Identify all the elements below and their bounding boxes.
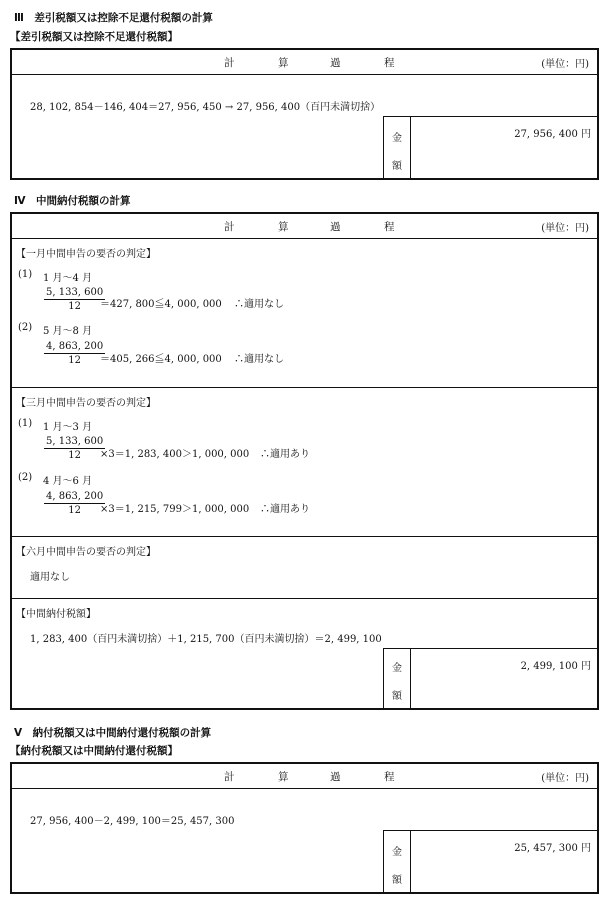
one-month-item-2-period: 5 月～8 月	[43, 326, 93, 337]
fraction-denominator: 12	[68, 450, 81, 461]
three-month-item-2-expr: ×3＝1, 215, 799＞1, 000, 000	[100, 504, 250, 515]
amount-label-1: 金	[392, 847, 402, 858]
three-month-item-1-result: ∴適用あり	[260, 449, 310, 460]
one-month-item-2-expr: ＝405, 266≦4, 000, 000	[100, 354, 222, 365]
divider	[12, 536, 597, 537]
three-month-item-1-fraction	[44, 435, 105, 462]
fraction-denominator: 12	[68, 301, 81, 312]
interim-calc: 1, 283, 400（百円未満切捨）＋1, 215, 700（百円未満切捨）＝2, 499, 100	[30, 634, 382, 645]
amount-label	[384, 649, 411, 708]
one-month-item-1-no: (1)	[18, 269, 33, 280]
amount-label	[384, 831, 411, 892]
amount-value: 27, 956, 400 円	[514, 129, 591, 140]
interim-title: 【中間納付税額】	[16, 609, 96, 620]
three-month-item-1-period: 1 月～3 月	[43, 422, 93, 433]
section-4-heading: Ⅳ 中間納付税額の計算	[14, 195, 131, 207]
three-month-item-2-result: ∴適用あり	[260, 504, 310, 515]
amount-label	[384, 117, 411, 178]
amount-cell	[383, 648, 597, 708]
calc-line: 28, 102, 854－146, 404＝27, 956, 450 → 27, 956, 400（百円未満切捨）	[30, 102, 381, 113]
six-month-text: 適用なし	[30, 572, 70, 583]
header-col-2: 算	[278, 771, 289, 783]
amount-value: 2, 499, 100 円	[520, 661, 591, 672]
calc-header	[12, 214, 597, 239]
header-col-3: 過	[330, 57, 341, 69]
three-month-item-2-fraction	[44, 490, 105, 517]
section-5-heading: Ⅴ 納付税額又は中間納付還付税額の計算	[14, 727, 212, 739]
three-month-item-2-no: (2)	[18, 472, 33, 483]
header-col-3: 過	[330, 221, 341, 233]
six-month-title: 【六月中間申告の要否の判定】	[16, 547, 156, 558]
divider	[12, 387, 597, 388]
amount-label-2: 額	[392, 161, 402, 172]
fraction-numerator: 4, 863, 200	[46, 491, 104, 502]
section-5-box	[10, 762, 599, 894]
amount-label-2: 額	[392, 875, 402, 886]
header-col-4: 程	[384, 771, 395, 783]
fraction-denominator: 12	[68, 505, 81, 516]
three-month-item-1-no: (1)	[18, 418, 33, 429]
one-month-item-1-expr: ＝427, 800≦4, 000, 000	[100, 299, 222, 310]
three-month-item-1-expr: ×3＝1, 283, 400＞1, 000, 000	[100, 449, 250, 460]
header-col-2: 算	[278, 221, 289, 233]
unit-label: (単位：円)	[541, 59, 589, 70]
one-month-item-2-no: (2)	[18, 322, 33, 333]
divider	[12, 598, 597, 599]
fraction-denominator: 12	[68, 355, 81, 366]
header-col-2: 算	[278, 57, 289, 69]
section-3-subheading: 【差引税額又は控除不足還付税額】	[10, 31, 178, 43]
one-month-item-1-fraction	[44, 286, 105, 313]
amount-label-2: 額	[392, 691, 402, 702]
header-col-1: 計	[224, 57, 235, 69]
section-4-box	[10, 212, 599, 710]
section-3-box	[10, 48, 599, 180]
unit-label: (単位：円)	[541, 223, 589, 234]
amount-cell	[383, 116, 597, 178]
fraction-numerator: 5, 133, 600	[46, 436, 104, 447]
three-month-item-2-period: 4 月～6 月	[43, 476, 93, 487]
one-month-title: 【一月中間申告の要否の判定】	[16, 249, 156, 260]
amount-value: 25, 457, 300 円	[514, 843, 591, 854]
section-3-heading: Ⅲ 差引税額又は控除不足還付税額の計算	[14, 12, 213, 24]
fraction-numerator: 4, 863, 200	[46, 341, 104, 352]
calc-header	[12, 50, 597, 75]
amount-label-1: 金	[392, 663, 402, 674]
one-month-item-2-fraction	[44, 340, 105, 367]
amount-label-1: 金	[392, 133, 402, 144]
one-month-item-2-result: ∴適用なし	[234, 354, 284, 365]
three-month-title: 【三月中間申告の要否の判定】	[16, 398, 156, 409]
header-col-3: 過	[330, 771, 341, 783]
header-col-4: 程	[384, 57, 395, 69]
calc-header	[12, 764, 597, 789]
header-col-4: 程	[384, 221, 395, 233]
one-month-item-1-period: 1 月～4 月	[43, 273, 93, 284]
fraction-numerator: 5, 133, 600	[46, 287, 104, 298]
one-month-item-1-result: ∴適用なし	[234, 299, 284, 310]
header-col-1: 計	[224, 771, 235, 783]
amount-cell	[383, 830, 597, 892]
calc-line: 27, 956, 400－2, 499, 100＝25, 457, 300	[30, 816, 235, 827]
section-5-subheading: 【納付税額又は中間納付還付税額】	[10, 745, 178, 757]
unit-label: (単位：円)	[541, 773, 589, 784]
header-col-1: 計	[224, 221, 235, 233]
